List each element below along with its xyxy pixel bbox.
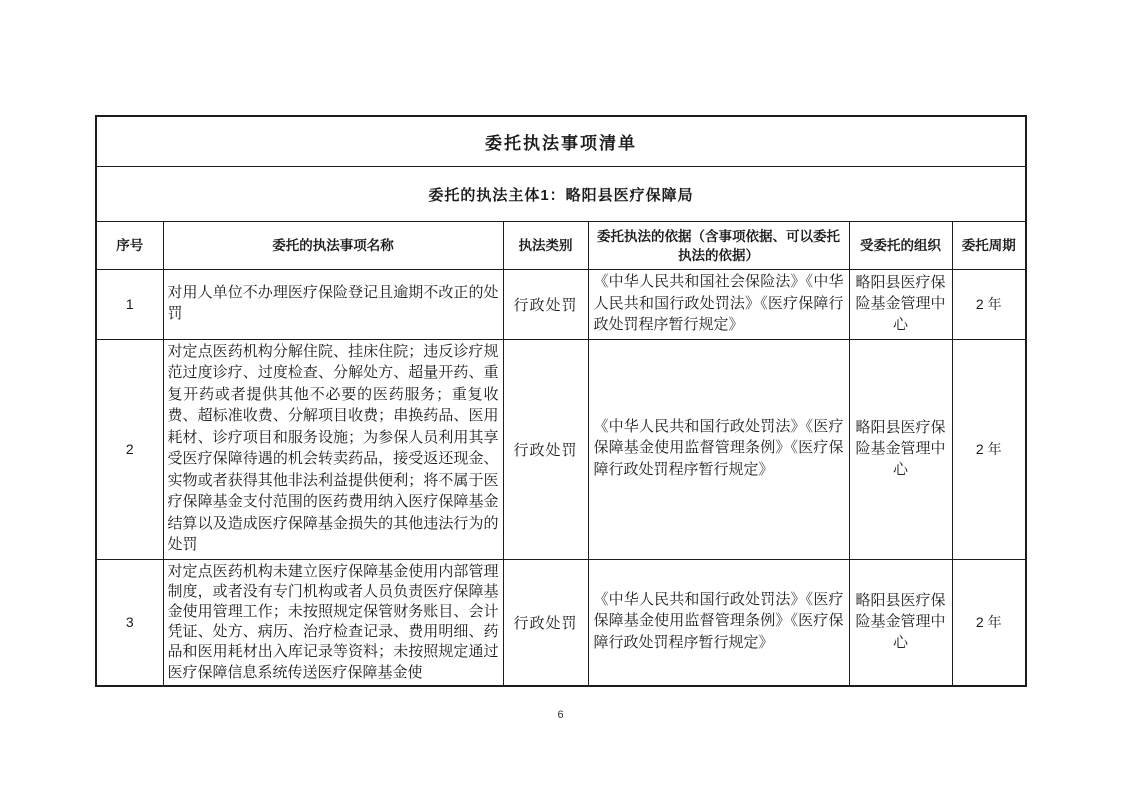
matter-name-cell: 对定点医药机构分解住院、挂床住院；违反诊疗规范过度诊疗、过度检查、分解处方、超量开药、重复开药或者提供其他不必要的医药服务；重复收费、超标准收费、分解项目收费；串换药品、医用耗材、诊疗项目和服务设施；为参保人员利用其享受医疗保障待遇的机会转卖药品，接受返还现金、实物或者获得其他非法利益提供便利；将不属于医疗保障基金支付范围的医药费用纳入医疗保障基金结算以及造成医疗保障基金损失的其他违法行为的处罚: [163, 339, 503, 559]
law-category-cell: 行政处罚: [503, 270, 588, 340]
header-matter-name: 委托的执法事项名称: [163, 222, 503, 270]
matter-name-cell: 对用人单位不办理医疗保险登记且逾期不改正的处罚: [163, 270, 503, 340]
header-legal-basis: 委托执法的依据（含事项依据、可以委托执法的依据）: [588, 222, 849, 270]
header-delegation-period: 委托周期: [952, 222, 1026, 270]
row-number-cell: 2: [96, 339, 163, 559]
delegated-enforcement-table: [95, 115, 1027, 687]
table-row: [96, 270, 1026, 340]
header-delegated-org: 受委托的组织: [849, 222, 952, 270]
delegation-period-cell: 2 年: [952, 339, 1026, 559]
law-category-cell: 行政处罚: [503, 559, 588, 686]
row-number-cell: 3: [96, 559, 163, 686]
table-title-row: [96, 116, 1026, 167]
row-number-cell: 1: [96, 270, 163, 340]
delegated-org-cell: 略阳县医疗保险基金管理中心: [849, 270, 952, 340]
legal-basis-cell: 《中华人民共和国行政处罚法》《医疗保障基金使用监督管理条例》《医疗保障行政处罚程序暂行规定》: [588, 559, 849, 686]
legal-basis-cell: 《中华人民共和国社会保险法》《中华人民共和国行政处罚法》《医疗保障行政处罚程序暂行规定》: [588, 270, 849, 340]
column-header-row: [96, 222, 1026, 270]
page-number: 6: [557, 709, 564, 721]
delegated-org-cell: 略阳县医疗保险基金管理中心: [849, 339, 952, 559]
delegation-period-cell: 2 年: [952, 559, 1026, 686]
table-title: 委托执法事项清单: [96, 116, 1026, 167]
header-law-category: 执法类别: [503, 222, 588, 270]
matter-name-cell: 对定点医药机构未建立医疗保障基金使用内部管理制度，或者没有专门机构或者人员负责医疗保障基金使用管理工作；未按照规定保管财务账目、会计凭证、处方、病历、治疗检查记录、费用明细、药品和医用耗材出入库记录等资料；未按照规定通过医疗保障信息系统传送医疗保障基金使: [163, 559, 503, 686]
delegated-org-cell: 略阳县医疗保险基金管理中心: [849, 559, 952, 686]
header-row-number: 序号: [96, 222, 163, 270]
law-category-cell: 行政处罚: [503, 339, 588, 559]
legal-basis-cell: 《中华人民共和国行政处罚法》《医疗保障基金使用监督管理条例》《医疗保障行政处罚程序暂行规定》: [588, 339, 849, 559]
table-row: [96, 559, 1026, 686]
delegating-authority-row: [96, 167, 1026, 222]
table-row: [96, 339, 1026, 559]
delegating-authority-heading: 委托的执法主体1：略阳县医疗保障局: [96, 167, 1026, 222]
delegation-period-cell: 2 年: [952, 270, 1026, 340]
